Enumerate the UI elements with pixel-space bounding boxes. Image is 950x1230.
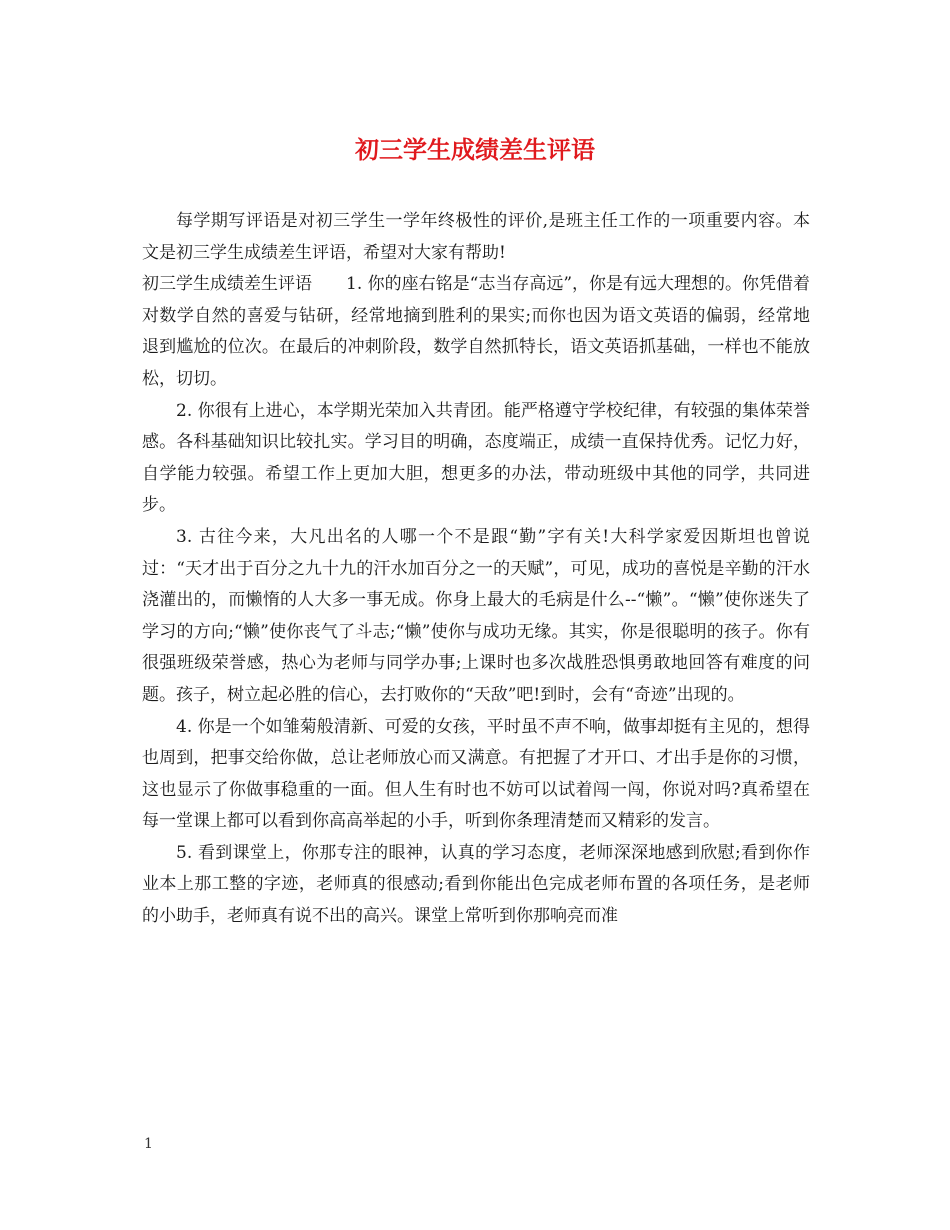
paragraph-comment-3: 3. 古往今来，大凡出名的人哪一个不是跟“勤”字有关!大科学家爱因斯坦也曾说过：“天才出于百分之九十九的汗水加百分之一的天赋”，可见，成功的喜悦是辛勤的汗水浇灌出的，而懒惰的人大多一事无成。你身上最大的毛病是什么--“懒”。“懒”使你迷失了学习的方向;“懒”使你丧气了斗志;“懒”使你与成功无缘。其实，你是很聪明的孩子。你有很强班级荣誉感，热心为老师与同学办事;上课时也多次战胜恐惧勇敢地回答有难度的问题。孩子，树立起必胜的信心，去打败你的“天敌”吧!到时，会有“奇迹”出现的。 [142,526,810,705]
paragraph-comment-5: 5. 看到课堂上，你那专注的眼神，认真的学习态度，老师深深地感到欣慰;看到你作业本上那工整的字迹，老师真的很感动;看到你能出色完成老师布置的各项任务，是老师的小助手，老师真有说不出的高兴。课堂上常听到你那响亮而准 [142,842,810,927]
paragraph-comment-2: 2. 你很有上进心，本学期光荣加入共青团。能严格遵守学校纪律，有较强的集体荣誉感。各科基础知识比较扎实。学习目的明确，态度端正，成绩一直保持优秀。记忆力好，自学能力较强。希望工作上更加大胆，想更多的办法，带动班级中其他的同学，共同进步。 [142,400,810,516]
paragraph-comment-1: 初三学生成绩差生评语 1. 你的座右铭是“志当存高远”，你是有远大理想的。你凭借着对数学自然的喜爱与钻研，经常地摘到胜利的果实;而你也因为语文英语的偏弱，经常地退到尴尬的位次。在最后的冲刺阶段，数学自然抓特长，语文英语抓基础，一样也不能放松，切切。 [142,274,811,389]
paragraph-intro: 每学期写评语是对初三学生一学年终极性的评价,是班主任工作的一项重要内容。本文是初三学生成绩差生评语，希望对大家有帮助! [142,211,810,263]
document-body [142,206,810,933]
paragraph-comment-4: 4. 你是一个如雏菊般清新、可爱的女孩，平时虽不声不响，做事却挺有主见的，想得也周到，把事交给你做，总让老师放心而又满意。有把握了才开口、才出手是你的习惯，这也显示了你做事稳重的一面。但人生有时也不妨可以试着闯一闯，你说对吗?真希望在每一堂课上都可以看到你高高举起的小手，听到你条理清楚而又精彩的发言。 [142,716,810,832]
document-title: 初三学生成绩差生评语 [355,135,595,164]
page-number: 1 [144,1136,153,1152]
